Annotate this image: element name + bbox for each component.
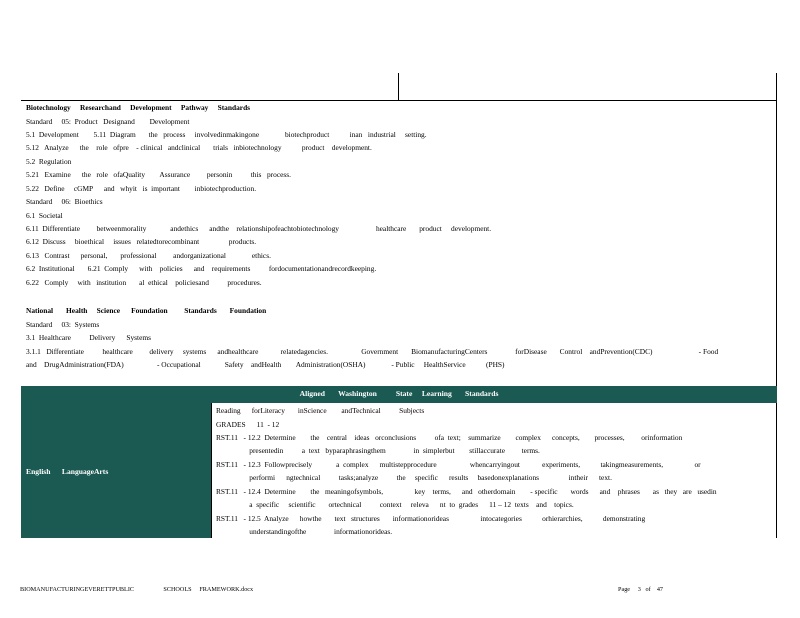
- nhs-line: 3.1.1 Differentiate healthcare delivery systems andhealthcare relatedagencies. Government BiomanufacturingCenters forDisease Control andPrevention(CDC) - Food: [26, 347, 719, 356]
- reading-line: a specific scientific ortechnical context releva nt to grades 11 – 12 texts and topics.: [216, 500, 574, 509]
- aligned-standards-title: Aligned Washington State Learning Standards: [299, 389, 499, 398]
- reading-line: GRADES 11 - 12: [216, 420, 280, 429]
- content-right-border: [776, 100, 777, 386]
- biotech-line: 5.22 Define cGMP and whyit is important inbiotechproduction.: [26, 184, 257, 193]
- subject-label: English LanguageArts: [26, 467, 109, 476]
- nhs-line: 3.1 Healthcare Delivery Systems: [26, 333, 151, 342]
- biotech-line: 6.2 Institutional 6.21 Comply with policies and requirements fordocumentationandrecordkeeping.: [26, 264, 377, 273]
- reading-line: RST.11 - 12.2 Determine the central ideas orconclusions ofa text; summarize complex concepts, processes, orinformation: [216, 433, 683, 442]
- nhs-heading: National Health Science Foundation Standards Foundation: [26, 306, 267, 315]
- top-table-right-border: [776, 73, 777, 101]
- biotech-line: 6.13 Contrast personal, professional andorganizational ethics.: [26, 251, 271, 260]
- biotech-line: 6.1 Societal: [26, 211, 63, 220]
- top-table-divider: [398, 73, 399, 101]
- biotech-line: 6.12 Discuss bioethical issues relatedtorecombinant products.: [26, 237, 257, 246]
- subject-cell-divider: [211, 403, 212, 538]
- subject-cell: [21, 403, 211, 538]
- reading-line: presentedin a text byparaphrasingthem in simplerbut stillaccurate terms.: [216, 446, 540, 455]
- reading-line: RST.11 - 12.4 Determine the meaningofsymbols, key terms, and otherdomain - specific words and phrases as they are usedin: [216, 487, 717, 496]
- biotech-line: 5.2 Regulation: [26, 157, 72, 166]
- biotech-heading: Biotechnology Researchand Development Pathway Standards: [26, 103, 251, 112]
- biotech-line: 5.21 Examine the role ofaQuality Assurance personin this process.: [26, 170, 291, 179]
- footer-page-number: Page 3 of 47: [618, 586, 664, 593]
- reading-line: Reading forLiteracy inScience andTechnical Subjects: [216, 406, 425, 415]
- biotech-line: 5.12 Analyze the role ofpre - clinical andclinical trials inbiotechnology product development.: [26, 143, 372, 152]
- nhs-line: Standard 03: Systems: [26, 320, 100, 329]
- aligned-standards-header: [21, 386, 777, 403]
- biotech-line: 6.11 Differentiate betweenmorality andethics andthe relationshipofeachtobiotechnology healthcare product development.: [26, 224, 492, 233]
- reading-line: RST.11 - 12.5 Analyze howthe text structures informationorideas intocategories orhierarchies, demonstrating: [216, 514, 646, 523]
- standards-right-border: [776, 403, 777, 538]
- biotech-line: 5.1 Development 5.11 Diagram the process involvedinmakingone biotechproduct inan industrial setting.: [26, 130, 427, 139]
- nhs-line: and DrugAdministration(FDA) - Occupational Safety andHealth Administration(OSHA) - Public HealthService (PHS): [26, 360, 505, 369]
- reading-line: RST.11 - 12.3 Followprecisely a complex multistepprocedure whencarryingout experiments, takingmeasurements, or: [216, 460, 701, 469]
- biotech-line: Standard 06: Bioethics: [26, 197, 103, 206]
- reading-line: performi ngtechnical tasks;analyze the specific results basedonexplanations intheir text.: [216, 473, 612, 482]
- footer-filename: BIOMANUFACTURINGEVERETTPUBLIC SCHOOLS FRAMEWORK.docx: [20, 586, 254, 593]
- top-table-bottom-border: [21, 100, 777, 101]
- biotech-line: Standard 05: Product Designand Development: [26, 117, 190, 126]
- reading-line: understandingofthe informationorideas.: [216, 527, 393, 536]
- biotech-line: 6.22 Comply with institution al ethical policiesand procedures.: [26, 278, 262, 287]
